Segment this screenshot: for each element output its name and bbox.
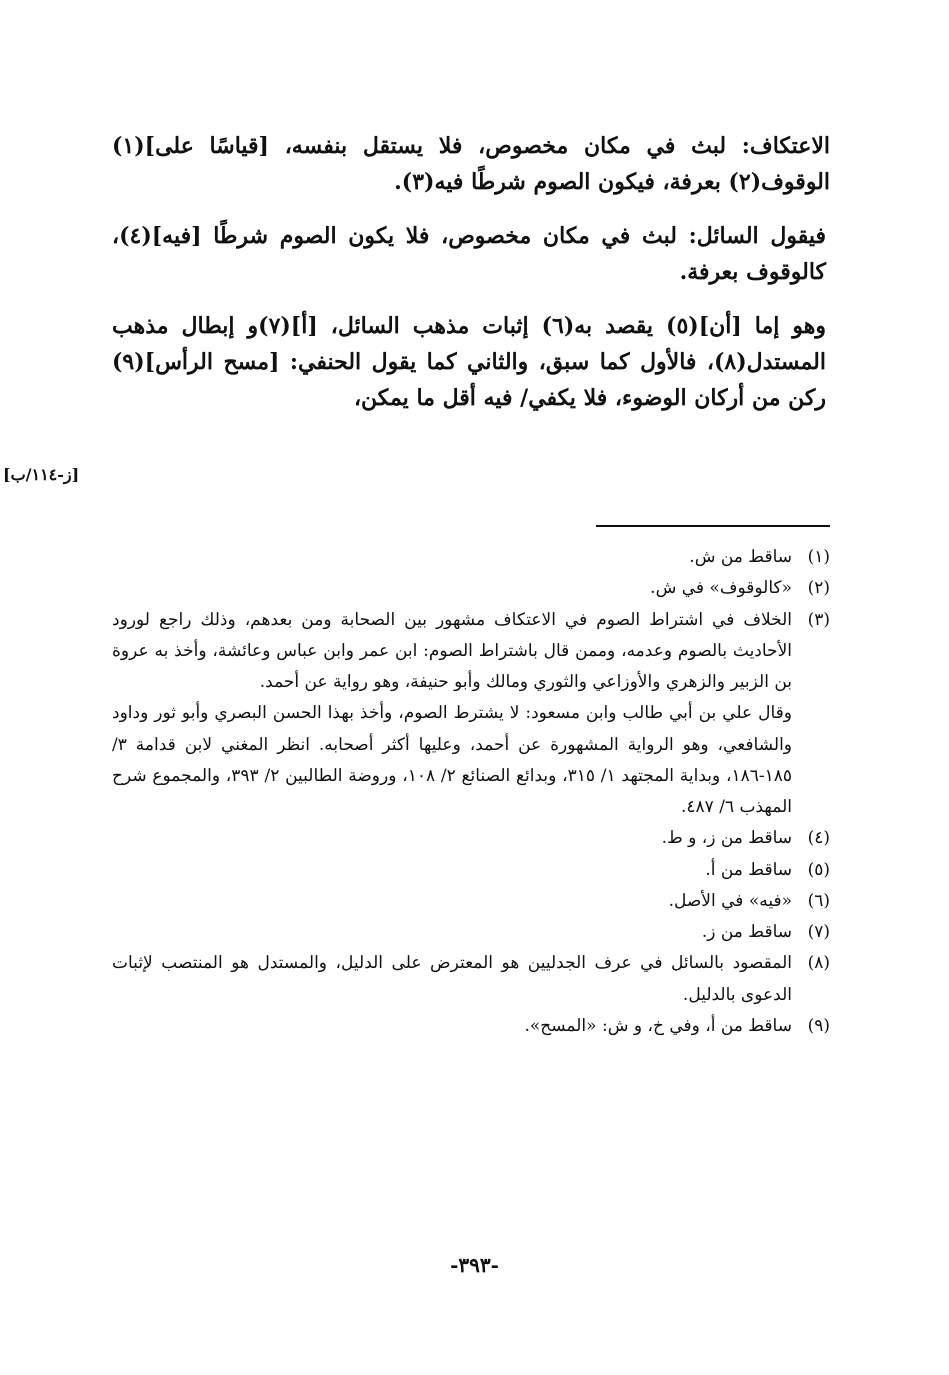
footnote-item (112, 917, 830, 948)
footnote-number: (٧) (807, 922, 830, 943)
footnote-item (112, 886, 830, 917)
footnote-text: ساقط من أ. (705, 859, 792, 880)
footnote-number: (٤) (807, 828, 830, 849)
paragraph: الاعتكاف: لبث في مكان مخصوص، فلا يستقل بنفسه، [قياسًا على](١) الوقوف(٢) بعرفة، فيكون الصوم شرطًا فيه(٣). (112, 133, 830, 196)
footnotes (112, 542, 830, 1042)
footnote-item (112, 855, 830, 886)
footnote-text: «كالوقوف» في ش. (650, 578, 792, 599)
footnote-number: (٨) (807, 953, 830, 974)
footnote-text: ساقط من ش. (689, 547, 792, 567)
paragraph: فيقول السائل: لبث في مكان مخصوص، فلا يكون الصوم شرطًا [فيه](٤)، كالوقوف بعرفة. (112, 223, 826, 286)
footnote-number: (٣) (807, 609, 830, 630)
footnote-item (112, 542, 830, 573)
footnote-number: (٦) (807, 890, 830, 911)
footnote-number: (٩) (807, 1015, 830, 1036)
page-number: -٣٩٣- (450, 1253, 499, 1277)
footnote-item (112, 948, 830, 1011)
footnote-text: ساقط من ز، و ط. (661, 828, 792, 849)
footnote-number: (٥) (807, 859, 830, 880)
footnote-item (112, 1011, 830, 1042)
footnote-text: المقصود بالسائل في عرف الجدليين هو المعترض على الدليل، والمستدل هو المنتصب لإثبات الدعوى بالدليل. (112, 953, 792, 1005)
footnote-number: (٢) (807, 578, 830, 599)
paragraph: وهو إما [أن](٥) يقصد به(٦) إثبات مذهب السائل، [أ](٧)و إبطال مذهب المستدل(٨)، فالأول كما سبق، والثاني كما يقول الحنفي: [مسح الرأس](٩) ركن من أركان الوضوء، فلا يكفي/ فيه أقل ما يمكن، (112, 313, 826, 412)
footnote-item (112, 823, 830, 854)
footnote-item (112, 573, 830, 604)
footnote-number: (١) (807, 547, 830, 567)
footnote-separator (596, 525, 830, 527)
footnote-text: الخلاف في اشتراط الصوم في الاعتكاف مشهور بين الصحابة ومن بعدهم، وذلك راجع لورود الأحاديث بالصوم وعدمه، وممن قال باشتراط الصوم: ابن عمر وابن عباس وعائشة، وأخذ به عروة بن الزبير والزهري والأوزاعي والثوري ومالك وأبو حنيفة، وهو رواية عن أحمد. (112, 609, 792, 693)
footnote-text: «فيه» في الأصل. (668, 890, 792, 911)
footnote-text: وقال علي بن أبي طالب وابن مسعود: لا يشترط الصوم، وأخذ بهذا الحسن البصري وأبو ثور وداود والشافعي، وهو الرواية المشهورة عن أحمد، وعليها أكثر أصحابه. انظر المغني لابن قدامة ٣/ ١٨٥-١٨٦، وبداية المجتهد ١/ ٣١٥، وبدائع الصنائع ٢/ ١٠٨، وروضة الطالبين ٢/ ٣٩٣، والمجموع شرح المهذب ٦/ ٤٨٧. (112, 703, 793, 818)
main-text (112, 128, 830, 435)
footnote-text: ساقط من ز. (701, 922, 792, 943)
footnote-text: ساقط من أ، وفي خ، و ش: «المسح». (524, 1015, 792, 1036)
manuscript-folio-reference: [ز-١١٤/ب] (3, 465, 80, 484)
footnote-item (112, 605, 830, 824)
